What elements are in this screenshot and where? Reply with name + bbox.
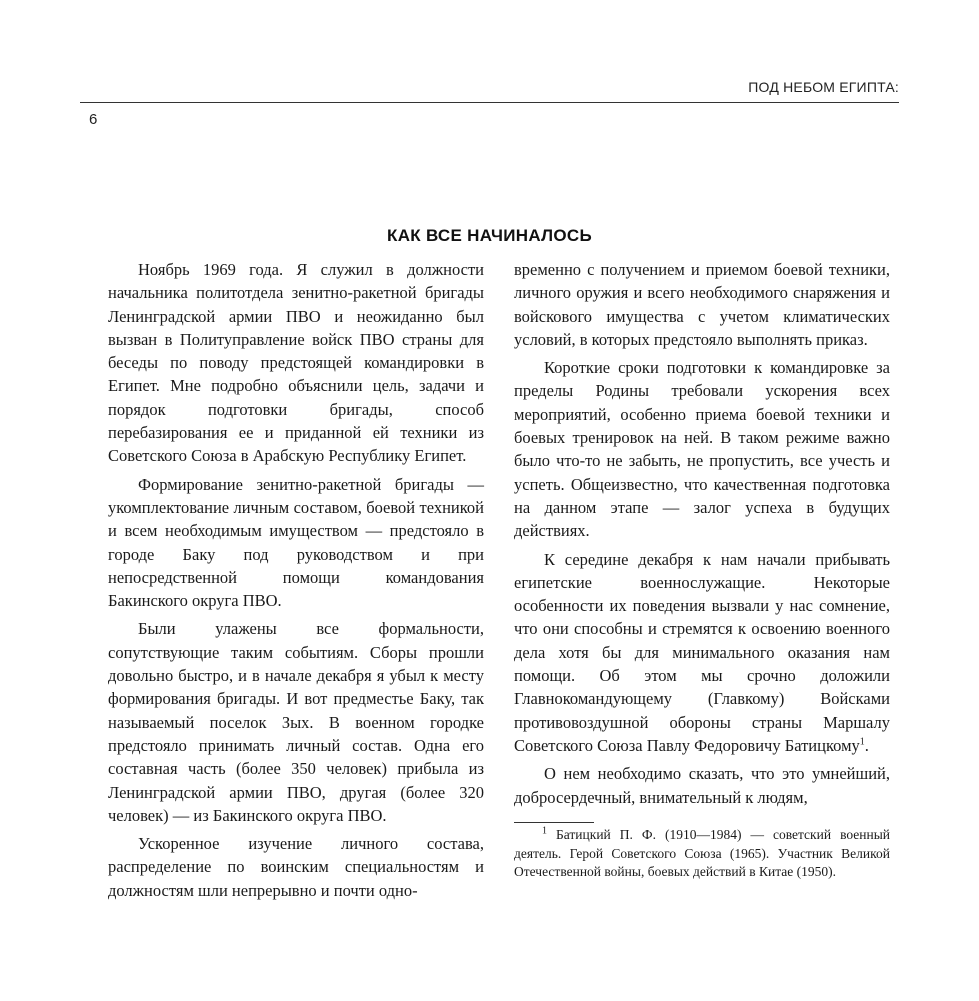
left-column	[108, 258, 484, 902]
footnote-marker: 1	[542, 825, 547, 837]
right-column	[514, 258, 890, 809]
paragraph-with-footnote: К середине декабря к нам начали прибывать египетские военнослужащие. Некоторые особенности их поведения вызвали у нас сомнение, что они способны и стремятся к освоению военного дела хотя бы для минимального оказания нам помощи. Об этом мы срочно доложили Главнокомандующему (Главкому) Войсками противовоздушной обороны страны Маршалу Советского Союза Павлу Федоровичу Батицкому$^1$.	[514, 549, 890, 755]
paragraph: Формирование зенитно-ракетной бригады — укомплектование личным составом, боевой техникой и всем необходимым имуществом — предстояло в городе Баку под руководством и при непосредственной помощи командования Бакинского округа ПВО.	[108, 474, 484, 611]
paragraph: Ноябрь 1969 года. Я служил в должности начальника политотдела зенитно-ракетной бригады Ленинградской армии ПВО и неожиданно был вызван в Политуправление войск ПВО страны для беседы по поводу предстоящей командировки в Египет. Мне подробно объяснили цель, задачи и порядок подготовки бригады, способ перебазирования ее и приданной ей техники из Советского Союза в Арабскую Республику Египет.	[108, 260, 484, 466]
paragraph-text: К середине декабря к нам начали прибывать египетские военнослужащие. Некоторые особенности их поведения вызвали у нас сомнение, что они способны и стремятся к освоению военного дела хотя бы для минимального оказания нам помощи. Об этом мы срочно доложили Главнокомандующему (Главкому) Войсками противовоздушной обороны страны Маршалу Советского Союза Павлу Федоровичу Батицкому	[514, 549, 890, 755]
chapter-title: КАК ВСЕ НАЧИНАЛОСЬ	[387, 226, 592, 245]
footnote-text: Батицкий П. Ф. (1910—1984) — советский военный деятель. Герой Советского Союза (1965). Участник Великой Отечественной войны, боевых действий в Китае (1950).	[514, 827, 891, 879]
paragraph: Ускоренное изучение личного состава, распределение по воинским специальностям и должностям шли непрерывно и почти одно-	[108, 834, 484, 900]
paragraph-continuation: временно с получением и приемом боевой техники, личного оружия и всего необходимого снаряжения и войскового имущества с учетом климатических условий, в которых предстояло выполнять приказ.	[514, 260, 890, 349]
footnote-reference[interactable]: 1	[859, 736, 865, 748]
paragraph: Короткие сроки подготовки к командировке за пределы Родины требовали ускорения всех мероприятий, особенно приема боевой техники и боевых тренировок на ней. В таком режиме важно было что-то не забыть, не пропустить, все учесть и успеть. Общеизвестно, что качественная подготовка на данном этапе — залог успеха в будущих действиях.	[514, 358, 890, 541]
paragraph: О нем необходимо сказать, что это умнейший, добросердечный, внимательный к людям,	[514, 764, 890, 807]
footnote	[514, 826, 890, 882]
footnote-rule	[514, 822, 594, 823]
paragraph: Были улажены все формальности, сопутствующие таким событиям. Сборы прошли довольно быстро, и в начале декабря я убыл к месту формирования бригады. И вот предместье Баку, так называемый поселок Зых. В военном городке предстояло принимать личный состав. Одна его составная часть (более 350 человек) прибыла из Ленинградской армии ПВО, другая (более 320 человек) — из Бакинского округа ПВО.	[108, 619, 484, 825]
running-header-title: ПОД НЕБОМ ЕГИПТА:	[748, 79, 899, 95]
page-number: 6	[89, 111, 98, 128]
header-rule	[80, 102, 899, 103]
